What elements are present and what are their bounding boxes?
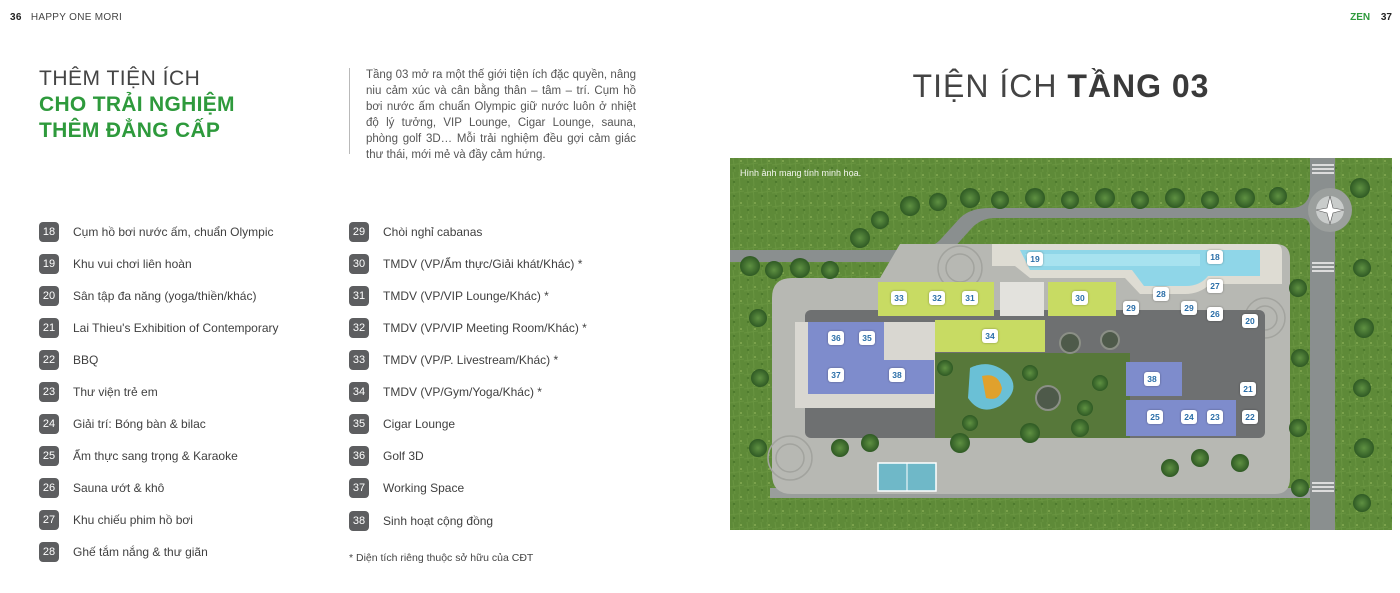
amenity-item [349,286,549,306]
amenity-item [39,254,192,274]
map-marker: 32 [929,291,945,305]
amenity-number-badge: 18 [39,222,59,242]
amenity-item [39,318,279,338]
map-marker: 31 [962,291,978,305]
amenity-label: Cigar Lounge [383,417,456,431]
floor-title-light: TIỆN ÍCH [912,68,1058,104]
amenity-number-badge: 25 [39,446,59,466]
map-marker: 37 [828,368,844,382]
page-number-left: 36 [10,12,22,23]
map-marker: 29 [1181,301,1197,315]
amenity-label: Giải trí: Bóng bàn & bilac [73,417,206,431]
amenity-label: Chòi nghỉ cabanas [383,225,483,239]
floor-plan-map [730,158,1392,530]
amenity-number-badge: 32 [349,318,369,338]
amenity-item [349,446,424,466]
map-marker: 18 [1207,250,1223,264]
map-marker: 35 [859,331,875,345]
amenity-number-badge: 22 [39,350,59,370]
illustration-disclaimer: Hình ảnh mang tính minh họa. [740,168,862,178]
intro-paragraph: Tầng 03 mở ra một thế giới tiện ích đặc quyền, nâng niu cảm xúc và cân bằng thân – tâm – trí. Cụm hồ bơi nước ấm chuẩn Olympic giữ nước luôn ở nhiệt độ lý tưởng, VIP Lounge, Cigar Lounge, sauna, phòng golf 3D… Mỗi trải nghiệm đều gợi cảm giác thư thái, mới mẻ và đầy cảm hứng. [366,69,636,161]
amenity-number-badge: 37 [349,478,369,498]
map-marker: 19 [1027,252,1043,266]
amenity-item [39,382,158,402]
map-marker: 22 [1242,410,1258,424]
amenity-item [349,511,493,531]
amenity-number-badge: 35 [349,414,369,434]
amenity-number-badge: 26 [39,478,59,498]
amenity-number-badge: 23 [39,382,59,402]
section-brand: ZEN [1350,12,1371,23]
amenity-number-badge: 21 [39,318,59,338]
amenity-label: BBQ [73,353,99,367]
map-marker: 27 [1207,279,1223,293]
amenity-number-badge: 34 [349,382,369,402]
amenity-item [349,478,464,498]
headline-line-3: THÊM ĐẲNG CẤP [39,119,221,142]
amenity-item [349,382,542,402]
amenity-item [349,350,558,370]
amenity-number-badge: 19 [39,254,59,274]
amenity-label: TMDV (VP/VIP Lounge/Khác) * [383,289,549,303]
map-marker: 21 [1240,382,1256,396]
map-marker: 26 [1207,307,1223,321]
amenity-item [349,414,455,434]
headline-line-1: THÊM TIỆN ÍCH [39,67,201,90]
amenity-number-badge: 24 [39,414,59,434]
amenity-label: Lai Thieu's Exhibition of Contemporary [73,321,279,335]
amenity-item [39,478,164,498]
intro-divider [349,68,350,154]
project-name: HAPPY ONE MORI [30,12,123,23]
headline [39,66,235,144]
amenity-number-badge: 20 [39,286,59,306]
amenity-item [349,318,587,338]
amenity-item [39,286,256,306]
amenity-label: TMDV (VP/Ẩm thực/Giải khát/Khác) * [383,257,583,271]
amenity-number-badge: 30 [349,254,369,274]
amenity-label: TMDV (VP/P. Livestream/Khác) * [383,353,559,367]
amenity-item [349,254,582,274]
amenity-label: TMDV (VP/Gym/Yoga/Khác) * [383,385,542,399]
map-marker: 24 [1181,410,1197,424]
page-header-left [10,12,122,23]
map-marker: 38 [1144,372,1160,386]
amenity-label: Cụm hồ bơi nước ấm, chuẩn Olympic [73,225,274,239]
map-marker: 33 [891,291,907,305]
map-marker: 23 [1207,410,1223,424]
map-marker: 29 [1123,301,1139,315]
amenity-number-badge: 27 [39,510,59,530]
amenity-number-badge: 29 [349,222,369,242]
amenity-number-badge: 36 [349,446,369,466]
headline-line-2: CHO TRẢI NGHIỆM [39,93,235,116]
amenity-item [39,510,193,530]
amenity-label: Golf 3D [383,449,424,463]
amenity-label: Khu vui chơi liên hoàn [73,257,192,271]
amenity-number-badge: 28 [39,542,59,562]
map-marker: 38 [889,368,905,382]
amenity-label: Thư viện trẻ em [73,385,158,399]
footnote: * Diện tích riêng thuộc sở hữu của CĐT [349,552,534,564]
amenity-number-badge: 33 [349,350,369,370]
amenity-label: Khu chiếu phim hồ bơi [73,513,193,527]
amenity-label: Ẩm thực sang trọng & Karaoke [73,449,238,463]
amenity-item [39,542,208,562]
floor-title [730,68,1392,105]
map-marker: 36 [828,331,844,345]
amenity-item [349,222,482,242]
page-header-right [1350,12,1392,23]
amenity-item [39,414,206,434]
amenity-number-badge: 31 [349,286,369,306]
amenity-number-badge: 38 [349,511,369,531]
map-marker: 34 [982,329,998,343]
map-marker: 30 [1072,291,1088,305]
amenity-label: TMDV (VP/VIP Meeting Room/Khác) * [383,321,587,335]
amenity-label: Sauna ướt & khô [73,481,165,495]
amenity-label: Sân tập đa năng (yoga/thiền/khác) [73,289,257,303]
amenity-item [39,222,274,242]
map-marker: 25 [1147,410,1163,424]
amenity-label: Ghế tắm nắng & thư giãn [73,545,208,559]
page-number-right: 37 [1380,12,1392,23]
amenity-item [39,350,98,370]
map-marker: 28 [1153,287,1169,301]
amenity-item [39,446,238,466]
amenity-label: Sinh hoạt cộng đồng [383,514,494,528]
map-marker: 20 [1242,314,1258,328]
floor-title-bold: TẦNG 03 [1067,68,1210,104]
amenity-label: Working Space [383,481,465,495]
